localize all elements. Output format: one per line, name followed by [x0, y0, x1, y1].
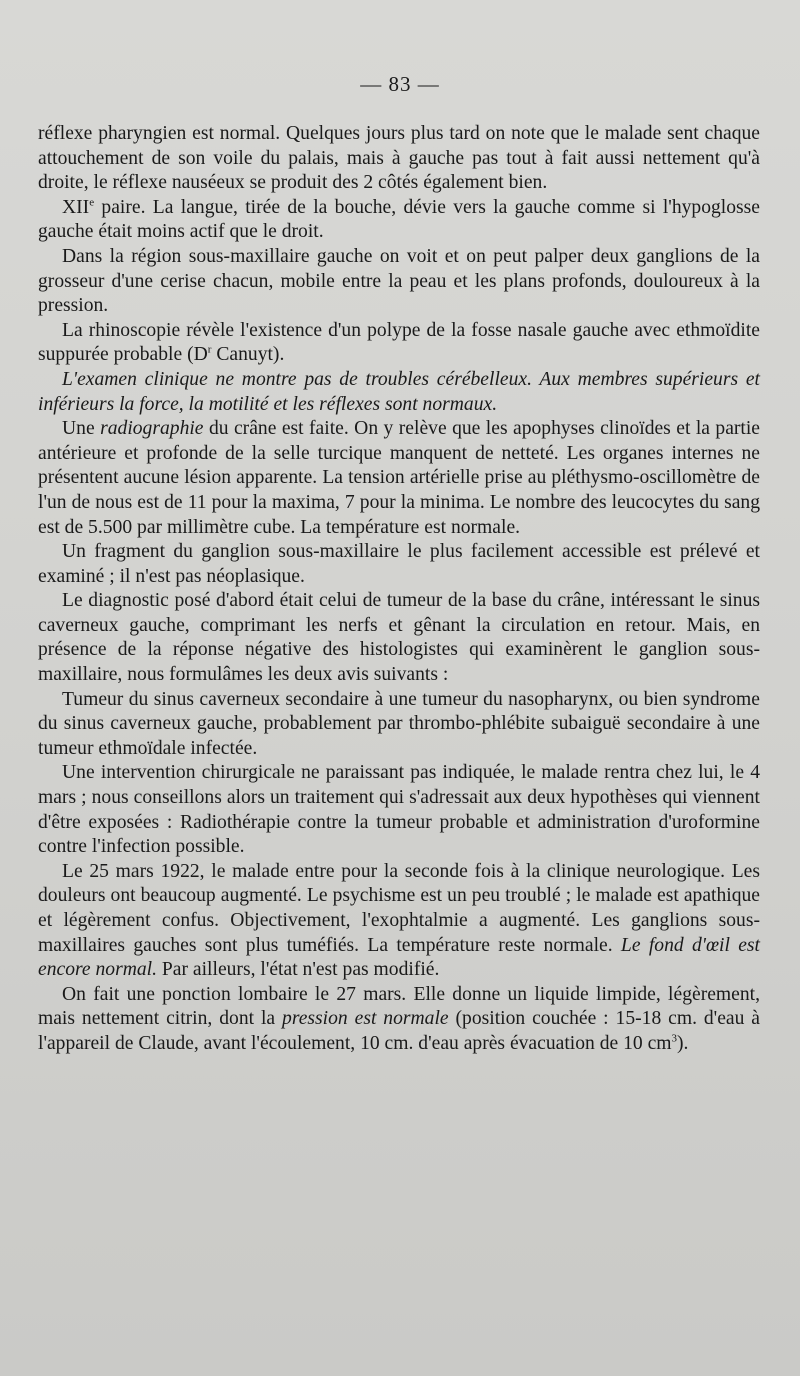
text-run: Un fragment du ganglion sous-maxillaire le plus facilement accessible est prélevé et examiné ; il n'est pas néoplasique. — [38, 541, 760, 587]
paragraph — [38, 589, 760, 687]
paragraph — [38, 196, 760, 245]
paragraph — [38, 860, 760, 983]
italic-text: L'examen clinique ne montre pas de troubles cérébelleux. Aux membres supérieurs et inférieurs la force, la motilité et les réflexes sont normaux. — [38, 368, 760, 415]
text-run: XII — [62, 196, 90, 218]
paragraph — [38, 417, 760, 540]
paragraph — [38, 122, 760, 196]
page-number: — 83 — — [360, 72, 440, 96]
italic-text: pression est normale — [282, 1008, 449, 1030]
text-run: (position couchée : 15-18 cm. d'eau à l'appareil de Claude, avant l'écoulement, 10 cm. d'eau après évacuation de 10 cm — [38, 1008, 761, 1054]
text-run: Une — [62, 418, 101, 440]
paragraph — [38, 761, 760, 859]
text-run: du crâne est faite. On y relève que les apophyses clinoïdes et la partie antérieure et profonde de la selle turcique manquent de netteté. Les organes internes ne présentent aucune lésion apparente. La tension artérielle prise au pléthysmo-oscillomètre de l'un de nous est de 11 pour la maxima, 7 pour la minima. Le nombre des leucocytes du sang est de 5.500 par millimètre cube. La température est normale. — [38, 418, 761, 538]
text-run: Le 25 mars 1922, le malade entre pour la seconde fois à la clinique neurologique. Les douleurs ont beaucoup augmenté. Le psychisme est un peu troublé ; le malade est apathique et légèrement confus. Objectivement, l'exophtalmie a augmenté. Les ganglions sous-maxillaires gauches sont plus tuméfiés. La température reste normale. — [38, 860, 760, 956]
text-run: Une intervention chirurgicale ne paraissant pas indiquée, le malade rentra chez lui, le 4 mars ; nous conseillons alors un traitement qui s'adressait aux deux hypothèses qui viennent d'être exposées : Radiothérapie contre la tumeur probable et administration d'uroformine contre l'infection possible. — [38, 762, 760, 858]
text-run: Le diagnostic posé d'abord était celui de tumeur de la base du crâne, intéressant le sinus caverneux gauche, comprimant les nerfs et gênant la circulation en retour. Mais, en présence de la réponse négative des histologistes qui examinèrent le ganglion sous-maxillaire, nous formulâmes les deux avis suivants : — [38, 590, 760, 686]
paragraph — [38, 983, 760, 1057]
text-run: paire. La langue, tirée de la bouche, dévie vers la gauche comme si l'hypoglosse gauche était moins actif que le droit. — [38, 196, 760, 243]
body-text — [38, 122, 760, 1057]
text-run: La rhinoscopie révèle l'existence d'un polype de la fosse nasale gauche avec ethmoïdite suppurée probable (D — [38, 319, 760, 366]
text-run: ). — [677, 1032, 689, 1054]
paragraph — [38, 540, 760, 589]
text-run: On fait une ponction lombaire le 27 mars. Elle donne un liquide limpide, légèrement, mais nettement citrin, dont la — [38, 983, 760, 1030]
superscript: 3 — [671, 1032, 678, 1045]
superscript: r — [207, 343, 212, 356]
text-run: Par ailleurs, l'état n'est pas modifié. — [157, 959, 440, 981]
text-run: Dans la région sous-maxillaire gauche on voit et on peut palper deux ganglions de la grosseur d'une cerise chacun, mobile entre la peau et les plans profonds, douloureux à la pression. — [38, 245, 760, 317]
italic-text: Le fond d'œil est encore normal. — [38, 934, 760, 981]
text-run: Canuyt). — [211, 344, 285, 366]
paragraph — [38, 368, 760, 417]
italic-text: radiographie — [100, 418, 204, 440]
text-run: réflexe pharyngien est normal. Quelques jours plus tard on note que le malade sent chaque attouchement de son voile du palais, mais à gauche pas tout à fait aussi nettement qu'à droite, le réflexe nauséeux se produit des 2 côtés également bien. — [38, 123, 760, 194]
text-run: Tumeur du sinus caverneux secondaire à une tumeur du nasopharynx, ou bien syndrome du sinus caverneux gauche, probablement par thrombo-phlébite subaiguë secondaire à une tumeur ethmoïdale infectée. — [38, 688, 760, 759]
paragraph — [38, 688, 760, 762]
superscript: e — [89, 196, 95, 209]
paragraph — [38, 245, 760, 319]
paragraph — [38, 319, 760, 368]
